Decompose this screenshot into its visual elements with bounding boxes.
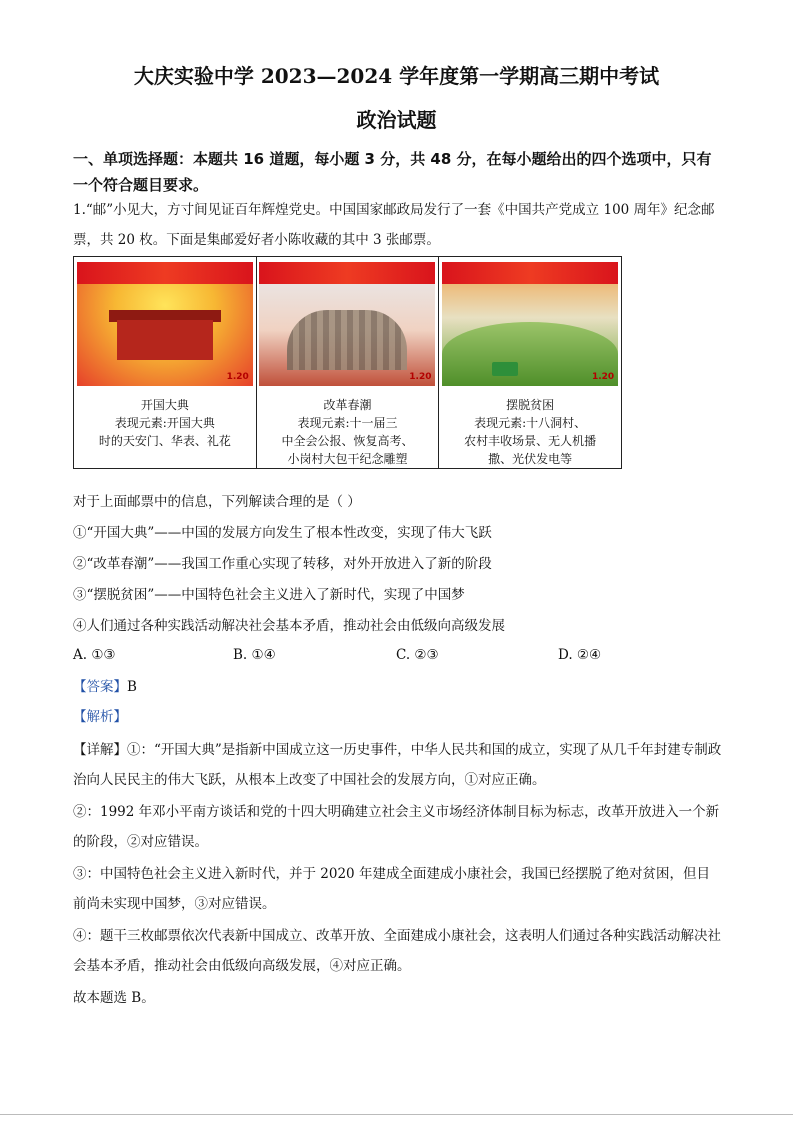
analysis-paragraph-4: ④：题干三枚邮票依次代表新中国成立、改革开放、全面建成小康社会，这表明人们通过各种实践活动解决社会基本矛盾，推动社会由低级向高级发展，④对应正确。: [73, 928, 721, 974]
analysis-paragraph-2: ②：1992 年邓小平南方谈话和党的十四大明确建立社会主义市场经济体制目标为标志，改革开放进入一个新的阶段，②对应错误。: [73, 804, 720, 850]
page-bottom-rule: [0, 1114, 793, 1115]
stamp-value: 1.20: [409, 372, 432, 382]
stamp-top-strip: [77, 262, 253, 284]
stamp-cell-1: [74, 257, 257, 469]
stamp-caption-3: [439, 396, 621, 468]
stamp-caption-line: 农村丰收场景、无人机播: [464, 434, 597, 448]
statement-4: ④人们通过各种实践活动解决社会基本矛盾，推动社会由低级向高级发展: [73, 618, 505, 634]
stamp-table: [73, 256, 622, 469]
stamp-caption-title: 改革春潮: [323, 398, 372, 412]
analysis-conclusion: 故本题选 B。: [73, 990, 155, 1006]
stamp-caption-2: [257, 396, 439, 468]
stamp-caption-line: 撒、光伏发电等: [488, 452, 573, 466]
stamp-top-strip: [259, 262, 435, 284]
stamp-caption-line: 表现元素:开国大典: [114, 416, 215, 430]
option-a: A. ①③: [73, 647, 116, 663]
harvest-truck: [492, 362, 518, 376]
stamp-top-strip: [442, 262, 618, 284]
stamp-image-founding-ceremony: [77, 262, 253, 386]
subject-title: 政治试题: [356, 108, 437, 132]
option-d: D. ②④: [558, 647, 602, 663]
answer-value: B: [127, 679, 137, 695]
option-c: C. ②③: [396, 647, 439, 663]
stamp-cell-2: [256, 257, 439, 469]
option-b: B. ①④: [233, 647, 276, 663]
sculpture-group: [287, 310, 407, 370]
stamp-caption-line: 中全会公报、恢复高考、: [281, 434, 414, 448]
section-heading: 一、单项选择题：本题共 16 道题，每小题 3 分，共 48 分，在每小题给出的四个选项中，只有一个符合题目要求。: [73, 150, 712, 194]
stamp-caption-line: 表现元素:十八洞村、: [474, 416, 587, 430]
statement-2: ②“改革春潮”——我国工作重心实现了转移，对外开放进入了新的阶段: [73, 556, 492, 572]
stamp-caption-line: 表现元素:十一届三: [297, 416, 398, 430]
question-prompt: 对于上面邮票中的信息，下列解读合理的是（ ）: [73, 494, 361, 510]
exam-title: 大庆实验中学 2023—2024 学年度第一学期高三期中考试: [133, 64, 660, 88]
tiananmen-gate: [117, 320, 213, 360]
analysis-paragraph-3: ③：中国特色社会主义进入新时代，并于 2020 年建成全面建成小康社会，我国已经摆脱了绝对贫困，但目前尚未实现中国梦，③对应错误。: [73, 866, 710, 912]
statement-1: ①“开国大典”——中国的发展方向发生了根本性改变，实现了伟大飞跃: [73, 525, 492, 541]
stamp-caption-line: 小岗村大包干纪念雕塑: [287, 452, 408, 466]
question-stem: 1.“邮”小见大，方寸间见证百年辉煌党史。中国国家邮政局发行了一套《中国共产党成立 100 周年》纪念邮票，共 20 枚。下面是集邮爱好者小陈收藏的其中 3 张邮票。: [73, 202, 715, 248]
stamp-caption-line: 时的天安门、华表、礼花: [98, 434, 231, 448]
stamp-value: 1.20: [591, 372, 615, 382]
stamp-caption-title: 摆脱贫困: [506, 398, 555, 412]
stamp-value: 1.20: [226, 372, 249, 382]
stamp-image-reform-tide: [259, 262, 435, 386]
analysis-paragraph-1: 【详解】①：“开国大典”是指新中国成立这一历史事件，中华人民共和国的成立，实现了从几千年封建专制政治向人民民主的伟大飞跃，从根本上改变了中国社会的发展方向，①对应正确。: [73, 742, 722, 788]
analysis-label: 【解析】: [73, 709, 127, 725]
stamp-image-poverty-alleviation: [442, 262, 618, 386]
statement-3: ③“摆脱贫困”——中国特色社会主义进入了新时代，实现了中国梦: [73, 587, 465, 603]
answer-line: [73, 676, 137, 698]
stamp-caption-1: [74, 396, 256, 450]
stamp-cell-3: [439, 257, 622, 469]
answer-label: 【答案】: [73, 679, 127, 695]
stamp-caption-title: 开国大典: [140, 398, 189, 412]
